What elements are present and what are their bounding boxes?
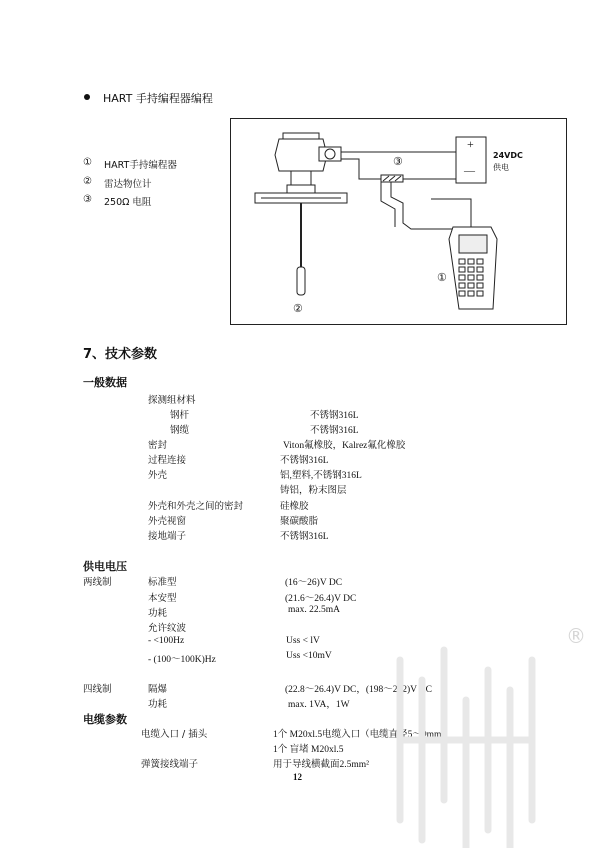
power-value: (22.8～26.4)V DC，(198～242)V AC — [285, 685, 432, 695]
power-value: (21.6～26.4)V DC — [285, 594, 357, 604]
power-value: Uss <10mV — [286, 651, 332, 661]
radar-level-meter-icon — [255, 133, 347, 295]
general-value: 不锈钢316L — [280, 532, 329, 542]
legend-text-1: HART手持编程器 — [104, 160, 177, 171]
cable-value: 用于导线横截面2.5mm² — [273, 760, 370, 770]
power-label: 允许纹波 — [148, 623, 187, 634]
power-supply-heading: 供电电压 — [83, 560, 127, 573]
callout-1: ① — [437, 272, 447, 284]
cable-value: 1个 盲堵 M20xl.5 — [273, 745, 344, 755]
legend-text-2: 雷达物位计 — [104, 179, 152, 190]
general-value: 不锈钢316L — [280, 456, 329, 466]
cable-label: 电缆入口 / 插头 — [141, 729, 208, 740]
cable-label: 弹簧接线端子 — [141, 759, 199, 770]
general-label: 钢缆 — [170, 425, 190, 436]
general-data-heading: 一般数据 — [83, 376, 127, 389]
power-label: - (100～100K)Hz — [148, 655, 216, 665]
general-label: 密封 — [148, 440, 168, 451]
power-label: 隔爆 — [148, 684, 168, 695]
four-wire-label: 四线制 — [83, 684, 112, 695]
bullet-icon — [84, 94, 90, 100]
general-label: 钢杆 — [170, 410, 190, 421]
general-value: 不锈钢316L — [310, 411, 359, 421]
general-label: 外壳视窗 — [148, 516, 187, 527]
general-label: 探测组材料 — [148, 395, 196, 406]
page-number: 12 — [293, 772, 302, 782]
hart-section-title: HART 手持编程器编程 — [103, 92, 213, 105]
power-label: 本安型 — [148, 593, 177, 604]
watermark-logo — [360, 620, 600, 848]
general-value: 铸铝，粉末图层 — [280, 486, 347, 496]
supply-label: 供电 — [493, 163, 509, 172]
cable-params-heading: 电缆参数 — [83, 713, 127, 726]
watermark-registered-mark: ® — [566, 624, 586, 648]
general-label: 过程连接 — [148, 455, 187, 466]
callout-3: ③ — [393, 156, 403, 168]
hart-wiring-diagram — [230, 118, 567, 325]
general-label: 外壳 — [148, 470, 168, 481]
callout-2: ② — [293, 303, 303, 315]
power-value: max. 22.5mA — [288, 605, 340, 615]
power-label: 标准型 — [148, 577, 177, 588]
power-value: (16～26)V DC — [285, 578, 343, 588]
two-wire-label: 两线制 — [83, 577, 112, 588]
legend-num-3: ③ — [83, 194, 92, 205]
supply-plus-sign: + — [467, 137, 474, 151]
section-title: 7、技术参数 — [83, 347, 158, 362]
power-label: 功耗 — [148, 699, 168, 710]
power-label: 功耗 — [148, 608, 168, 619]
cable-value: 1个 M20xl.5电缆入口（电缆直径5～9mm） — [273, 730, 451, 740]
general-value: 铝,塑料,不锈钢316L — [280, 471, 362, 481]
general-label: 外壳和外壳之间的密封 — [148, 501, 244, 512]
power-value: max. 1VA，1W — [288, 700, 350, 710]
legend-num-2: ② — [83, 176, 92, 187]
power-value: Uss < lV — [286, 636, 320, 646]
general-value: 聚碳酸脂 — [280, 517, 319, 527]
supply-minus-sign: — — [464, 165, 475, 177]
supply-voltage-label: 24VDC — [493, 151, 523, 160]
general-label: 接地端子 — [148, 531, 187, 542]
power-label: - <100Hz — [148, 636, 185, 646]
hart-handheld-icon — [449, 227, 497, 309]
general-value: 硅橡胶 — [280, 502, 309, 512]
general-value: Viton氟橡胶，Kalrez氟化橡胶 — [283, 441, 406, 451]
legend-num-1: ① — [83, 157, 92, 168]
general-value: 不锈钢316L — [310, 426, 359, 436]
legend-text-3: 250Ω 电阻 — [104, 197, 152, 208]
